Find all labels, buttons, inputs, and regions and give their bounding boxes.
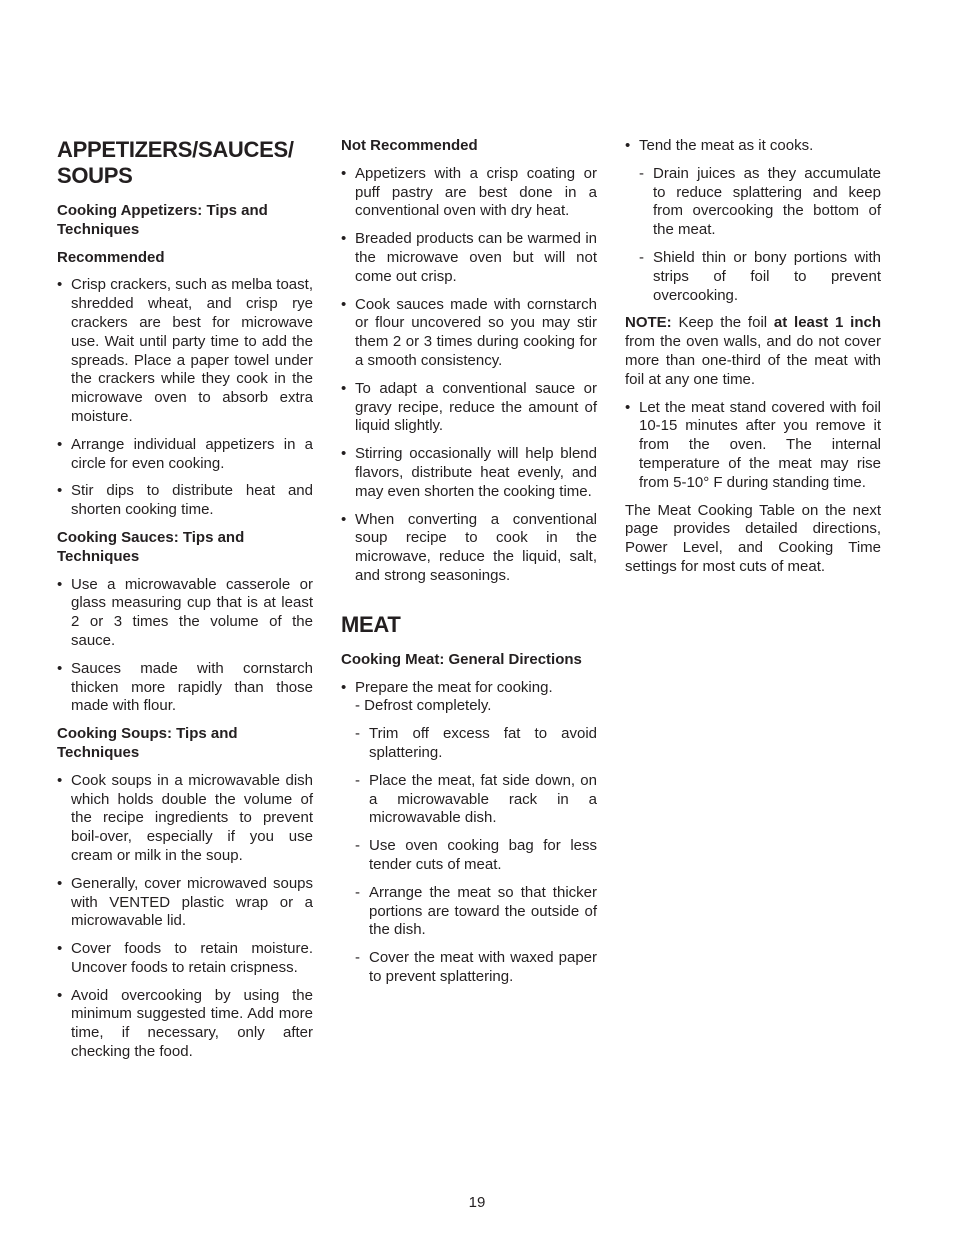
meat-prep-steps-list [341,725,597,987]
note-paragraph [625,314,881,389]
list-item: • Cook sauces made with cornstarch or flour uncovered so you may stir them 2 or 3 times during cooking for a smooth consistency. [341,296,597,371]
note-text-post: from the oven walls, and do not cover more than one-third of the meat with foil at any one time. [625,333,881,388]
list-item: - Place the meat, fat side down, on a microwavable rack in a microwavable dish. [341,772,597,828]
meat-defrost-text: - Defrost completely. [355,697,492,715]
list-item: • Avoid overcooking by using the minimum suggested time. Add more time, if necessary, only after checking the food. [57,987,313,1062]
note-text-bold: at least 1 inch [773,314,881,332]
tend-meat-steps-list [625,165,881,306]
list-item: • Cover foods to retain moisture. Uncover foods to retain crispness. [57,940,313,978]
sauces-list [57,576,313,717]
list-item: • Sauces made with cornstarch thicken more rapidly than those made with flour. [57,660,313,716]
list-item: • Generally, cover microwaved soups with VENTED plastic wrap or a microwavable lid. [57,875,313,931]
not-recommended-list [341,165,597,586]
soups-list [57,772,313,1062]
section-title-meat: MEAT [341,611,401,637]
meat-directions-list [341,679,597,717]
closing-paragraph: The Meat Cooking Table on the next page provides detailed directions, Power Level, and Cooking Time settings for most cuts of meat. [625,501,881,575]
list-item [341,679,597,717]
heading-recommended: Recommended [57,248,165,266]
meat-prepare-text: • Prepare the meat for cooking. [355,678,553,696]
column-appetizers-sauces-soups [57,137,313,1071]
heading-not-recommended: Not Recommended [341,137,478,154]
tend-meat-list [625,137,881,156]
page-number: 19 [468,1194,486,1211]
list-item: • Stir dips to distribute heat and shorten cooking time. [57,482,313,520]
standing-time-list [625,399,881,493]
list-item: - Drain juices as they accumulate to reduce splattering and keep from overcooking the bottom of the meat. [625,165,881,240]
list-item: • Cook soups in a microwavable dish which holds double the volume of the recipe ingredients to prevent boil-over, especially if you use cream or milk in the soup. [57,772,313,866]
list-item: - Shield thin or bony portions with strips of foil to prevent overcooking. [625,249,881,305]
note-text-pre: Keep the foil [671,314,774,332]
appetizers-recommended-list [57,276,313,520]
list-item: - Arrange the meat so that thicker portions are toward the outside of the dish. [341,884,597,940]
list-item: • Breaded products can be warmed in the microwave oven but will not come out crisp. [341,230,597,286]
list-item: - Use oven cooking bag for less tender cuts of meat. [341,837,597,875]
heading-cooking-meat: Cooking Meat: General Directions [341,650,582,668]
list-item: • Arrange individual appetizers in a circle for even cooking. [57,436,313,474]
list-item: • Appetizers with a crisp coating or puff pastry are best done in a conventional oven with dry heat. [341,165,597,221]
list-item: • Use a microwavable casserole or glass measuring cup that is at least 2 or 3 times the volume of the sauce. [57,576,313,651]
column-not-recommended-meat [341,137,597,996]
heading-cooking-sauces: Cooking Sauces: Tips and Techniques [57,528,245,565]
list-item: • Stirring occasionally will help blend flavors, distribute heat evenly, and may even shorten the cooking time. [341,445,597,501]
column-meat-continued [625,137,881,586]
list-item: - Trim off excess fat to avoid splattering. [341,725,597,763]
list-item: • Crisp crackers, such as melba toast, shredded wheat, and crisp rye crackers are best for microwave use. Wait until party time to add the spreads. Place a paper towel under the crackers while they cook in the microwave oven to absorb extra moisture. [57,276,313,426]
heading-cooking-appetizers: Cooking Appetizers: Tips and Techniques [57,202,268,238]
list-item: • To adapt a conventional sauce or gravy recipe, reduce the amount of liquid slightly. [341,380,597,436]
note-label: NOTE: [625,314,672,332]
heading-cooking-soups: Cooking Soups: Tips and Techniques [57,725,238,761]
section-title-appetizers: APPETIZERS/SAUCES/ SOUPS [57,137,294,188]
list-item: • When converting a conventional soup recipe to cook in the microwave, reduce the liquid, salt, and strong seasonings. [341,511,597,586]
list-item: • Tend the meat as it cooks. [625,137,881,156]
list-item: - Cover the meat with waxed paper to prevent splattering. [341,949,597,987]
list-item: • Let the meat stand covered with foil 10-15 minutes after you remove it from the oven. The internal temperature of the meat may rise from 5-10° F during standing time. [625,399,881,493]
